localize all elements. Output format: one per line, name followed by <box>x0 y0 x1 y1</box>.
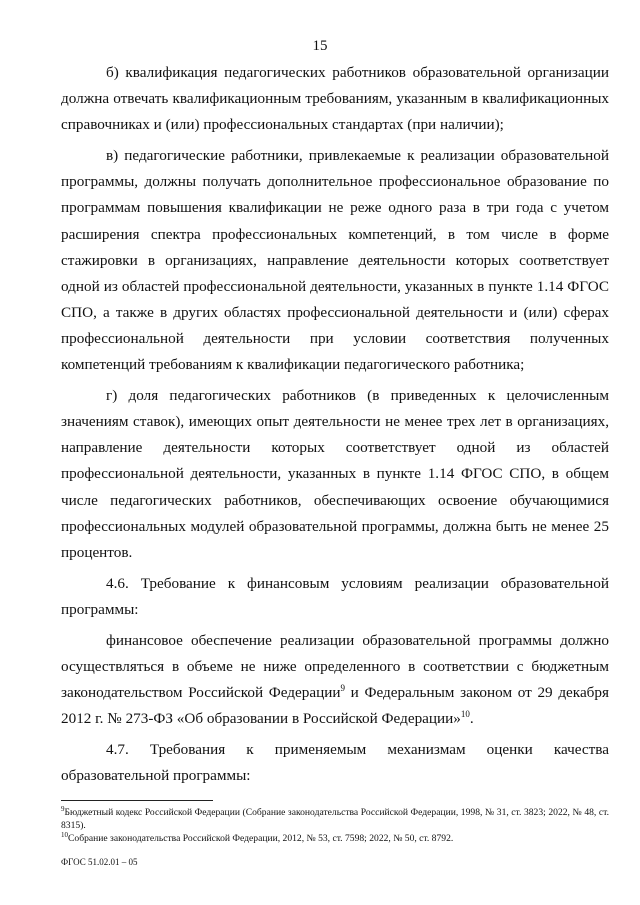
footnote-mark: 9 <box>61 804 65 813</box>
footnote-text: Бюджетный кодекс Российской Федерации (Собрание законодательства Российской Федерации, 1998, № 31, ст. 3823; 2022, № 48, ст. 8315). <box>61 807 609 831</box>
footnote-text: Собрание законодательства Российской Федерации, 2012, № 53, ст. 7598; 2022, № 50, ст. 8792. <box>68 833 454 844</box>
paragraph-g: г) доля педагогических работников (в приведенных к целочисленным значениям ставок), имеющих опыт деятельности не менее трех лет в организациях, направление деятельности которых соответствует одной из областей профессиональной деятельности, указанных в пункте 1.14 ФГОС СПО, в общем числе педагогических работников, обеспечивающих освоение обучающимися профессиональных модулей образовательной программы, должна быть не менее 25 процентов. <box>61 387 609 561</box>
document-code: ФГОС 51.02.01 – 05 <box>61 857 138 867</box>
footnote-10 <box>61 832 609 845</box>
paragraph-v: в) педагогические работники, привлекаемые к реализации образовательной программы, должны получать дополнительное профессиональное образование по программам повышения квалификации не реже одного раза в три года с учетом расширения спектра профессиональных компетенций, в том числе в форме стажировки в организациях, направление деятельности которых соответствует одной из областей профессиональной деятельности, указанных в пункте 1.14 ФГОС СПО, а также в других областях профессиональной деятельности и (или) сферах профессиональной деятельности при условии соответствия полученных компетенций требованиям к квалификации педагогического работника; <box>61 147 609 374</box>
main-text <box>61 60 609 790</box>
section-4-7-heading: 4.7. Требования к применяемым механизмам оценки качества образовательной программы: <box>61 741 609 785</box>
page-number: 15 <box>312 38 328 54</box>
financing-text-part3: . <box>469 710 474 728</box>
financing-text-part1: финансовое обеспечение реализации образовательной программы должно осуществляться в объеме не ниже определенного в соответствии с бюджетным законодательством Российской Федерации <box>61 631 609 702</box>
paragraph-b: б) квалификация педагогических работников образовательной организации должна отвечать квалификационным требованиям, указанным в квалификационных справочниках и (или) профессиональных стандартах (при наличии); <box>61 64 609 134</box>
footnote-divider <box>61 800 213 801</box>
footnote-9 <box>61 806 609 832</box>
section-4-6-heading: 4.6. Требование к финансовым условиям реализации образовательной программы: <box>61 574 609 618</box>
footnote-ref-9[interactable]: 9 <box>340 683 345 694</box>
paragraph-financing <box>61 628 609 732</box>
footnotes <box>61 806 609 845</box>
footnote-ref-10[interactable]: 10 <box>460 709 470 720</box>
footnote-mark: 10 <box>61 830 68 839</box>
financing-text-part2: и Федеральным законом от 29 декабря 2012 г. № 273-ФЗ «Об образовании в Российской Федерации» <box>61 684 609 728</box>
